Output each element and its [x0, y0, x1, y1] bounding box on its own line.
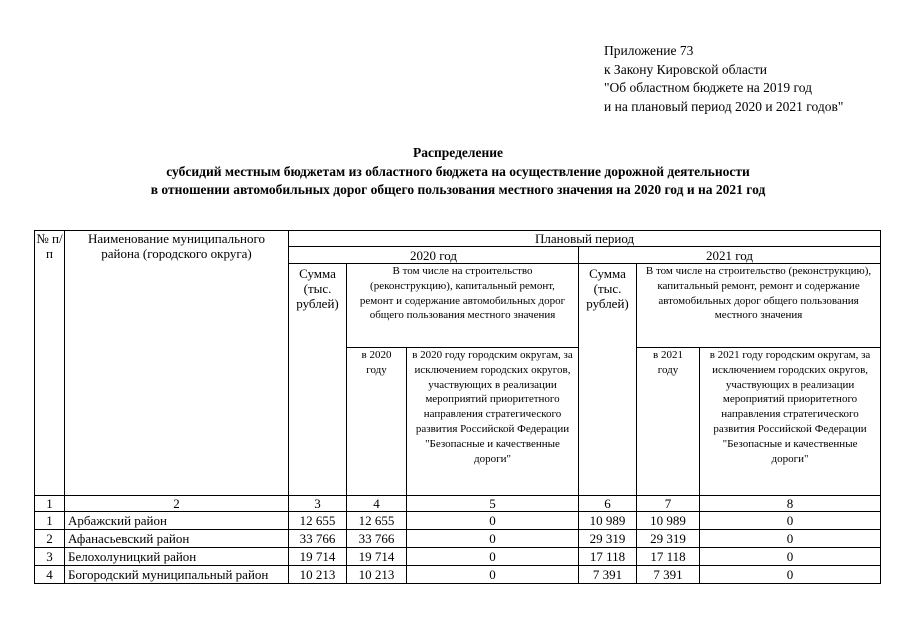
col-number-3: 3	[289, 496, 347, 512]
col-number-7: 7	[637, 496, 700, 512]
row-in-2021: 17 118	[637, 548, 700, 566]
header-sum-2021: Сумма (тыс. рублей)	[579, 264, 637, 496]
row-in-2020: 10 213	[347, 566, 407, 584]
row-sum-2020: 33 766	[289, 530, 347, 548]
row-excl-2021: 0	[700, 548, 881, 566]
row-in-2020: 33 766	[347, 530, 407, 548]
subsidy-table	[34, 230, 881, 584]
row-name: Афанасьевский район	[65, 530, 289, 548]
row-excl-2020: 0	[407, 512, 579, 530]
header-year-2020: 2020 год	[289, 247, 579, 264]
row-excl-2020: 0	[407, 530, 579, 548]
table-row	[35, 512, 881, 530]
appendix-line-3: "Об областном бюджете на 2019 год	[604, 80, 812, 95]
table-row	[35, 548, 881, 566]
header-excl-2020: в 2020 году городским округам, за исключением городских округов, участвующих в реализации мероприятий приоритетного направления стратегического развития Российской Федерации "Безопасные и качественные дороги"	[407, 348, 579, 496]
appendix-note	[604, 42, 843, 116]
row-sum-2021: 7 391	[579, 566, 637, 584]
row-number: 3	[35, 548, 65, 566]
header-incl-2021: В том числе на строительство (реконструкцию), капитальный ремонт, ремонт и содержание автомобильных дорог общего пользования местного значения	[637, 264, 881, 348]
header-sum-2020: Сумма (тыс. рублей)	[289, 264, 347, 496]
row-excl-2020: 0	[407, 566, 579, 584]
row-name: Арбажский район	[65, 512, 289, 530]
row-in-2021: 29 319	[637, 530, 700, 548]
row-excl-2021: 0	[700, 530, 881, 548]
row-sum-2021: 29 319	[579, 530, 637, 548]
row-sum-2021: 17 118	[579, 548, 637, 566]
table-row	[35, 566, 881, 584]
row-name: Богородский муниципальный район	[65, 566, 289, 584]
row-number: 1	[35, 512, 65, 530]
col-number-4: 4	[347, 496, 407, 512]
row-number: 4	[35, 566, 65, 584]
row-in-2020: 12 655	[347, 512, 407, 530]
table-row	[35, 530, 881, 548]
header-incl-2020: В том числе на строительство (реконструкцию), капитальный ремонт, ремонт и содержание автомобильных дорог общего пользования местного значения	[347, 264, 579, 348]
header-excl-2021: в 2021 году городским округам, за исключением городских округов, участвующих в реализации мероприятий приоритетного направления стратегического развития Российской Федерации "Безопасные и качественные дороги"	[700, 348, 881, 496]
col-number-2: 2	[65, 496, 289, 512]
document-heading	[60, 144, 856, 200]
header-planned-period: Плановый период	[289, 231, 881, 247]
row-number: 2	[35, 530, 65, 548]
heading-line-2: субсидий местным бюджетам из областного бюджета на осуществление дорожной деятельности	[166, 163, 750, 179]
appendix-line-1: Приложение 73	[604, 43, 694, 58]
header-num: № п/п	[35, 231, 65, 496]
header-in-2020: в 2020 году	[347, 348, 407, 496]
row-name: Белохолуницкий район	[65, 548, 289, 566]
header-year-2021: 2021 год	[579, 247, 881, 264]
header-name: Наименование муниципального района (городского округа)	[65, 231, 289, 496]
header-in-2021: в 2021 году	[637, 348, 700, 496]
heading-line-1: Распределение	[412, 145, 504, 160]
row-sum-2021: 10 989	[579, 512, 637, 530]
col-number-1: 1	[35, 496, 65, 512]
col-number-6: 6	[579, 496, 637, 512]
row-in-2021: 10 989	[637, 512, 700, 530]
row-sum-2020: 10 213	[289, 566, 347, 584]
row-sum-2020: 12 655	[289, 512, 347, 530]
col-number-5: 5	[407, 496, 579, 512]
row-excl-2020: 0	[407, 548, 579, 566]
row-in-2021: 7 391	[637, 566, 700, 584]
appendix-line-2: к Закону Кировской области	[604, 61, 768, 77]
row-in-2020: 19 714	[347, 548, 407, 566]
heading-line-3: в отношении автомобильных дорог общего пользования местного значения на 2020 год и на 2021 год	[150, 182, 766, 197]
row-excl-2021: 0	[700, 512, 881, 530]
row-excl-2021: 0	[700, 566, 881, 584]
appendix-line-4: и на плановый период 2020 и 2021 годов"	[604, 98, 844, 114]
col-number-8: 8	[700, 496, 881, 512]
row-sum-2020: 19 714	[289, 548, 347, 566]
